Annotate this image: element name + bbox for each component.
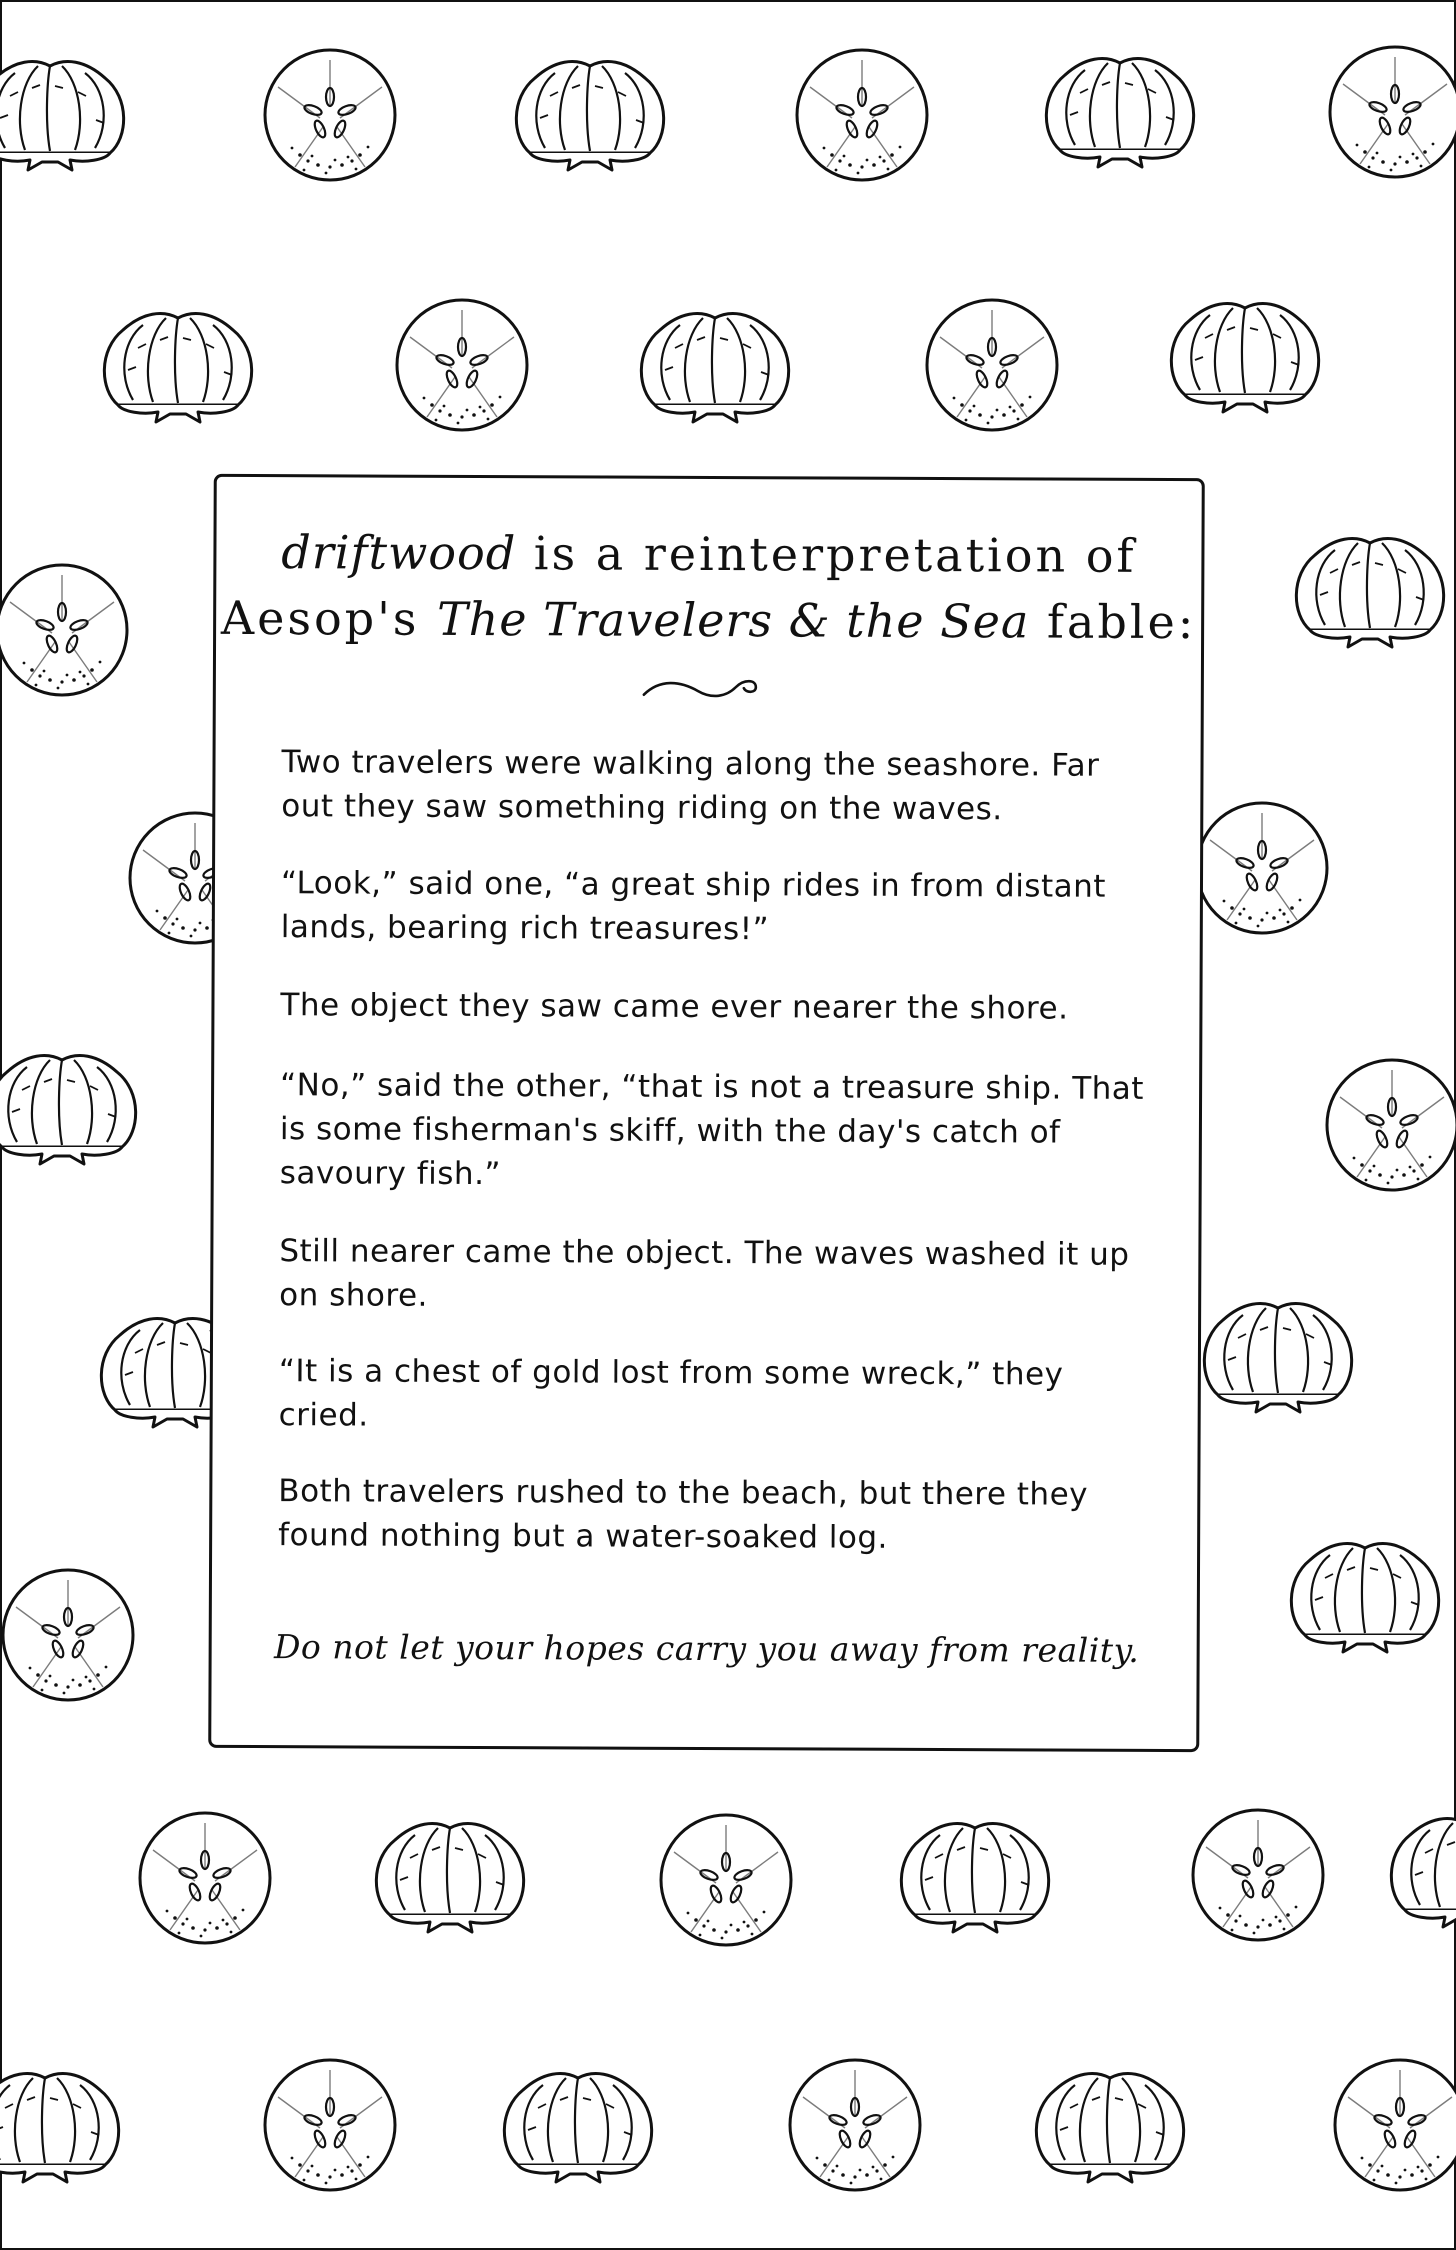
scallop-shell-icon (1391, 1819, 1456, 1927)
sand-dollar-icon (397, 300, 527, 430)
sand-dollar-icon (0, 565, 127, 695)
sand-dollar-icon (265, 50, 395, 180)
scallop-shell-icon (901, 1824, 1048, 1932)
fable-paragraph: Both travelers rushed to the beach, but there they found nothing but a water-soaked log. (278, 1473, 1089, 1556)
fable-paragraph: The object they saw came ever nearer the shore. (280, 987, 1069, 1027)
scallop-shell-icon (0, 2074, 119, 2182)
scallop-shell-icon (0, 62, 124, 170)
sand-dollar-icon (3, 1570, 133, 1700)
fable-paragraph: “Look,” said one, “a great ship rides in from distant lands, bearing rich treasures!” (280, 865, 1107, 948)
sand-dollar-icon (265, 2060, 395, 2190)
sand-dollar-icon (1330, 47, 1456, 177)
scallop-shell-icon (104, 314, 251, 422)
title-line-2-rest: fable: (1029, 594, 1197, 650)
fable-moral: Do not let your hopes carry you away from reality. (273, 1627, 1140, 1670)
sand-dollar-icon (1335, 2060, 1456, 2190)
author-name: Aesop's (220, 590, 438, 646)
sand-dollar-icon (1193, 1810, 1323, 1940)
sand-dollar-icon (927, 300, 1057, 430)
sand-dollar-icon (1197, 803, 1327, 933)
sand-dollar-icon (790, 2060, 920, 2190)
scallop-shell-icon (0, 1056, 136, 1164)
scallop-shell-icon (1036, 2074, 1183, 2182)
sand-dollar-icon (140, 1813, 270, 1943)
fable-paragraph: Still nearer came the object. The waves washed it up on shore. (279, 1233, 1130, 1314)
title-line-1 (216, 525, 1201, 583)
scallop-shell-icon (516, 62, 663, 170)
scallop-shell-icon (1204, 1304, 1351, 1412)
scallop-shell-icon (504, 2074, 651, 2182)
fable-paragraph: Two travelers were walking along the seashore. Far out they saw something riding on the waves. (281, 744, 1100, 828)
scallop-shell-icon (1291, 1544, 1438, 1652)
sand-dollar-icon (661, 1815, 791, 1945)
scallop-shell-icon (376, 1824, 523, 1932)
scallop-shell-icon (1171, 304, 1318, 412)
title-line-2 (216, 590, 1201, 650)
sand-dollar-icon (1327, 1060, 1456, 1190)
fable-paragraph: “No,” said the other, “that is not a treasure ship. That is some fisherman's skiff, with the day's catch of savoury fish.” (279, 1067, 1145, 1193)
scallop-shell-icon (1046, 59, 1193, 167)
fable-paragraph: “It is a chest of gold lost from some wreck,” they cried. (278, 1353, 1064, 1434)
book-name: driftwood (281, 525, 517, 581)
scallop-shell-icon (641, 314, 788, 422)
title-line-1-rest: is a reinterpretation of (516, 526, 1137, 583)
flourish-divider-icon (640, 669, 764, 710)
fable-title: The Travelers & the Sea (436, 591, 1030, 649)
sand-dollar-icon (797, 50, 927, 180)
scallop-shell-icon (1296, 539, 1443, 647)
fable-text-panel (208, 474, 1205, 1752)
